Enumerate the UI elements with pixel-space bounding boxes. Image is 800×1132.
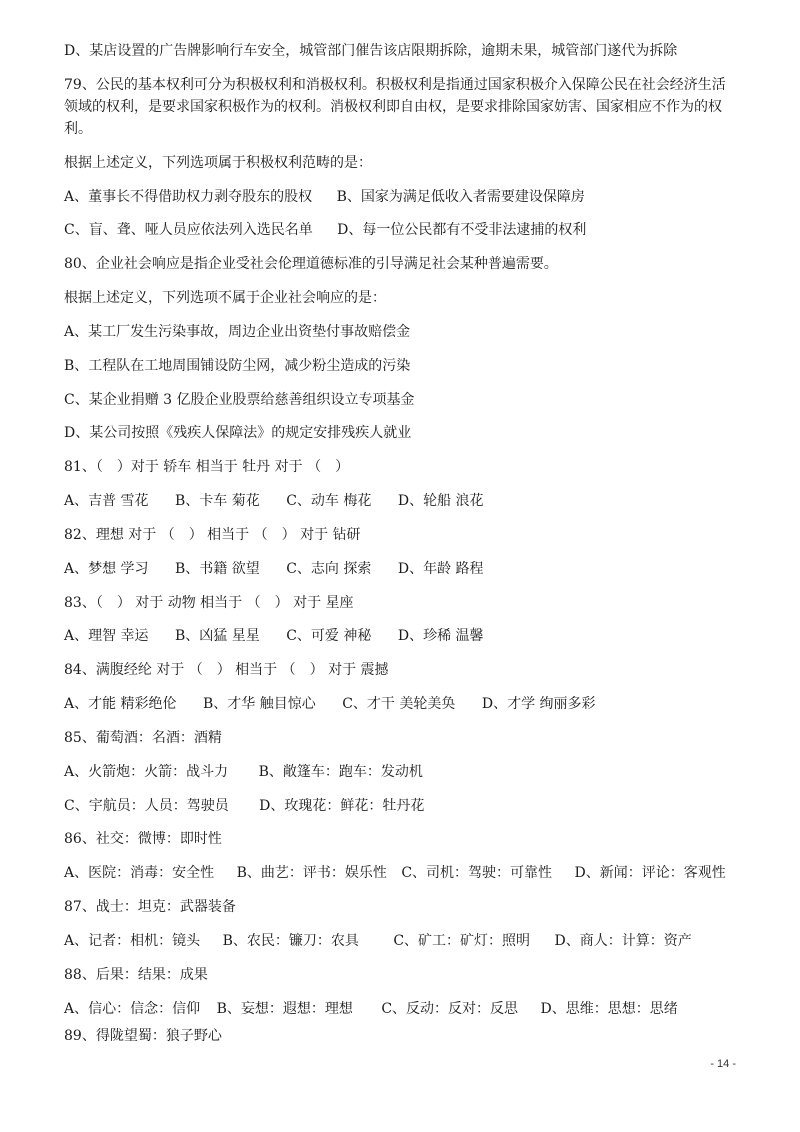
- question-85-line: [64, 727, 736, 749]
- question-88-line: [64, 964, 736, 986]
- question-text: 87、战士：坦克：武器装备: [64, 899, 236, 915]
- option-d: D、才学 绚丽多彩: [481, 696, 596, 712]
- option-line: [64, 862, 736, 884]
- question-80-line: [64, 253, 736, 275]
- question-text: 89、得陇望蜀：狼子野心: [64, 1028, 222, 1044]
- option-a: A、某工厂发生污染事故，周边企业出资垫付事故赔偿金: [64, 324, 411, 340]
- option-d-line: [64, 40, 736, 62]
- prompt-text: 根据上述定义，下列选项不属于企业社会响应的是：: [64, 290, 386, 306]
- option-c: C、司机：驾驶：可靠性: [401, 865, 553, 881]
- option-line: [64, 355, 736, 377]
- option-line: [64, 930, 736, 952]
- option-b: B、敞篷车：跑车：发动机: [258, 764, 423, 780]
- option-d: D、玫瑰花：鲜花：牡丹花: [259, 798, 425, 814]
- option-line: [64, 422, 736, 444]
- option-b: B、才华 触目惊心: [203, 696, 316, 712]
- option-a: A、信心：信念：信仰: [64, 1001, 201, 1017]
- question-prompt: [64, 152, 736, 174]
- option-a: A、理智 幸运: [64, 628, 149, 644]
- question-text: 85、葡萄酒：名酒：酒精: [64, 730, 222, 746]
- option-a: A、董事长不得借助权力剥夺股东的股权: [64, 189, 313, 205]
- question-text: 86、社交：微博：即时性: [64, 831, 222, 847]
- option-d: D、年龄 路程: [397, 561, 484, 577]
- option-c: C、可爱 神秘: [286, 628, 372, 644]
- option-line: [64, 998, 736, 1020]
- option-b: B、工程队在工地周围铺设防尘网，减少粉尘造成的污染: [64, 358, 411, 374]
- option-b: B、国家为满足低收入者需要建设保障房: [336, 189, 585, 205]
- option-text: D、某店设置的广告牌影响行车安全，城管部门催告该店限期拆除，逾期未果，城管部门遂代为拆除: [64, 43, 678, 59]
- option-d: D、轮船 浪花: [397, 493, 484, 509]
- question-82-line: [64, 524, 736, 546]
- question-text: 82、理想 对于 （ ） 相当于 （ ） 对于 钻研: [64, 527, 361, 543]
- option-c: C、盲、聋、哑人员应依法列入选民名单: [64, 222, 313, 238]
- question-text: 88、后果：结果：成果: [64, 967, 208, 983]
- question-84-line: [64, 659, 736, 681]
- option-d: D、某公司按照《残疾人保障法》的规定安排残疾人就业: [64, 425, 412, 441]
- option-b: B、妄想：遐想：理想: [216, 1001, 353, 1017]
- question-89-line: [64, 1025, 736, 1047]
- option-line: [64, 625, 736, 647]
- option-a: A、医院：消毒：安全性: [64, 865, 215, 881]
- option-c: C、动车 梅花: [286, 493, 372, 509]
- option-d: D、新闻：评论：客观性: [574, 865, 726, 881]
- option-c: C、宇航员：人员：驾驶员: [64, 798, 229, 814]
- question-prompt: [64, 287, 736, 309]
- option-b: B、书籍 欲望: [175, 561, 260, 577]
- option-a: A、火箭炮：火箭：战斗力: [64, 764, 229, 780]
- option-line: [64, 389, 736, 411]
- question-text: 79、公民的基本权利可分为积极权利和消极权利。积极权利是指通过国家积极介入保障公民在社会经济生活领域的权利，是要求国家积极作为的权利。消极权利即自由权，是要求排除国家妨害、国家相应不作为的权利。: [64, 77, 726, 137]
- option-a: A、吉普 雪花: [64, 493, 149, 509]
- question-83-line: [64, 592, 736, 614]
- option-line: [64, 795, 736, 817]
- option-d: D、珍稀 温馨: [397, 628, 484, 644]
- prompt-text: 根据上述定义，下列选项属于积极权利范畴的是：: [64, 155, 372, 171]
- option-d: D、商人：计算：资产: [554, 933, 692, 949]
- option-b: B、农民：镰刀：农具: [222, 933, 359, 949]
- question-text: 84、满腹经纶 对于 （ ） 相当于 （ ） 对于 震撼: [64, 662, 389, 678]
- question-text: 83、（ ） 对于 动物 相当于 （ ） 对于 星座: [64, 595, 354, 611]
- option-a: A、才能 精彩绝伦: [64, 696, 177, 712]
- option-line: [64, 219, 736, 241]
- option-b: B、曲艺：评书：娱乐性: [236, 865, 387, 881]
- option-c: C、才干 美轮美奂: [342, 696, 456, 712]
- option-a: A、记者：相机：镜头: [64, 933, 201, 949]
- question-79-paragraph: [64, 74, 736, 140]
- option-c: C、矿工：矿灯：照明: [393, 933, 531, 949]
- option-line: [64, 761, 736, 783]
- option-line: [64, 321, 736, 343]
- question-text: 80、企业社会响应是指企业受社会伦理道德标准的引导满足社会某种普遍需要。: [64, 256, 558, 272]
- option-line: [64, 693, 736, 715]
- question-81-line: [64, 456, 736, 478]
- option-line: [64, 186, 736, 208]
- page-number: - 14 -: [710, 1058, 736, 1070]
- option-d: D、思维：思想：思绪: [540, 1001, 678, 1017]
- option-line: [64, 490, 736, 512]
- option-d: D、每一位公民都有不受非法逮捕的权利: [337, 222, 587, 238]
- option-c: C、志向 探索: [286, 561, 372, 577]
- option-c: C、反动：反对：反思: [381, 1001, 519, 1017]
- option-b: B、卡车 菊花: [175, 493, 260, 509]
- option-b: B、凶猛 星星: [175, 628, 260, 644]
- question-87-line: [64, 896, 736, 918]
- option-a: A、梦想 学习: [64, 561, 149, 577]
- option-c: C、某企业捐赠 3 亿股企业股票给慈善组织设立专项基金: [64, 392, 415, 408]
- question-text: 81、（ ）对于 轿车 相当于 牡丹 对于 （ ）: [64, 459, 350, 475]
- option-line: [64, 558, 736, 580]
- question-86-line: [64, 828, 736, 850]
